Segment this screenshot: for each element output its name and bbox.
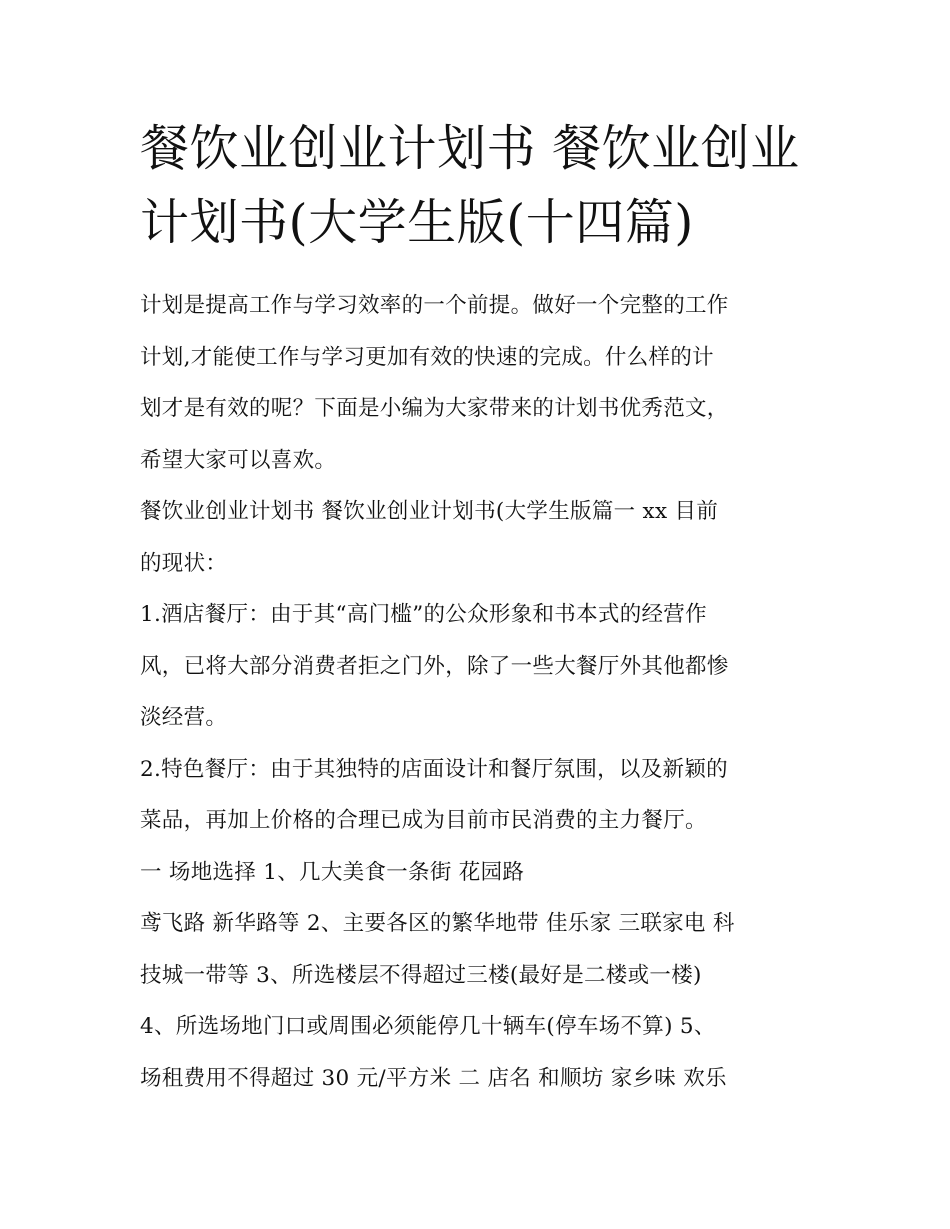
body-line: 的现状： [140,550,228,576]
document-body [140,280,820,1104]
body-line: 风，已将大部分消费者拒之门外，除了一些大餐厅外其他都惨 [140,653,729,679]
body-line: 计划,才能使工作与学习更加有效的快速的完成。什么样的计 [140,344,714,370]
body-line: 希望大家可以喜欢。 [140,447,337,473]
body-line: 餐饮业创业计划书 餐饮业创业计划书(大学生版篇一 xx 目前 [140,499,719,524]
title-line-2: 计划书(大学生版(十四篇) [140,194,694,251]
body-line: 4、所选场地门口或周围必须能停几十辆车(停车场不算) 5、 [140,1014,716,1039]
body-line: 一 场地选择 1、几大美食一条街 花园路 [140,859,525,885]
body-line: 鸢飞路 新华路等 2、主要各区的繁华地带 佳乐家 三联家电 科 [140,911,735,936]
body-line: 场租费用不得超过 30 元/平方米 二 店名 和顺坊 家乡味 欢乐 [140,1065,727,1091]
body-line: 淡经营。 [140,705,228,730]
body-line: 菜品，再加上价格的合理已成为目前市民消费的主力餐厅。 [140,808,707,833]
body-line: 划才是有效的呢？下面是小编为大家带来的计划书优秀范文， [140,396,729,421]
body-line: 2.特色餐厅：由于其独特的店面设计和餐厅氛围，以及新颖的 [140,756,728,782]
title-line-1: 餐饮业创业计划书 餐饮业创业 [140,120,800,177]
document-title [140,112,830,260]
body-line: 计划是提高工作与学习效率的一个前提。做好一个完整的工作 [140,293,729,318]
body-line: 技城一带等 3、所选楼层不得超过三楼(最好是二楼或一楼) [140,962,702,988]
body-line: 1.酒店餐厅：由于其“高门槛”的公众形象和书本式的经营作 [140,602,707,627]
